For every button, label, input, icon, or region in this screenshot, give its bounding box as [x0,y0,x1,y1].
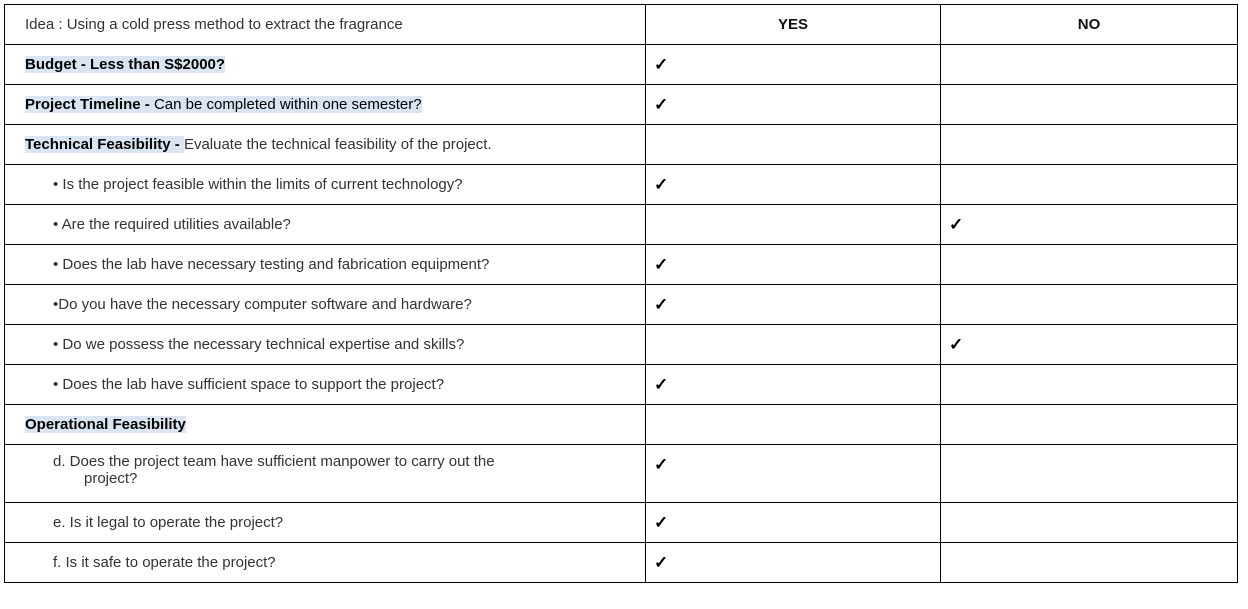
criterion-bold: Operational Feasibility [25,416,186,433]
yes-cell[interactable] [646,285,941,325]
no-cell[interactable] [941,503,1238,543]
criterion-text: d. Does the project team have sufficient manpower to carry out the [53,453,495,470]
no-cell[interactable] [941,85,1238,125]
no-cell[interactable] [941,405,1238,445]
criterion-cell[interactable] [5,445,646,503]
feasibility-table [4,4,1238,583]
criterion-text: Evaluate the technical feasibility of the project. [183,136,492,153]
criterion-text: Can be completed within one semester? [153,96,422,113]
table-row [5,365,1238,405]
no-cell[interactable] [941,325,1238,365]
checkmark-icon: ✓ [949,334,964,354]
no-cell[interactable] [941,165,1238,205]
criterion-bold: Project Timeline - [25,96,154,113]
table-row [5,85,1238,125]
table-row [5,205,1238,245]
header-row [5,5,1238,45]
checkmark-icon: ✓ [654,254,669,274]
no-cell[interactable] [941,245,1238,285]
criterion-cell[interactable]: • Is the project feasible within the limits of current technology? [5,165,646,205]
criterion-bold: Budget - Less than S$2000? [25,56,226,73]
table-row [5,125,1238,165]
no-cell[interactable] [941,543,1238,583]
yes-cell[interactable] [646,45,941,85]
criterion-cell[interactable]: • Does the lab have necessary testing and fabrication equipment? [5,245,646,285]
criterion-cell[interactable] [5,405,646,445]
criterion-cell[interactable]: •Do you have the necessary computer software and hardware? [5,285,646,325]
checkmark-icon: ✓ [654,512,669,532]
table-row [5,45,1238,85]
table-row [5,245,1238,285]
checkmark-icon: ✓ [654,455,669,474]
checkmark-icon: ✓ [654,374,669,394]
criterion-bold: Technical Feasibility - [25,136,184,153]
table-row [5,445,1238,503]
checkmark-icon: ✓ [654,294,669,314]
feasibility-table-container [4,4,1237,583]
no-cell[interactable] [941,45,1238,85]
table-row [5,165,1238,205]
criterion-cell[interactable] [5,45,646,85]
yes-header[interactable]: YES [646,5,941,45]
idea-cell[interactable]: Idea : Using a cold press method to extract the fragrance [5,5,646,45]
yes-cell[interactable] [646,405,941,445]
criterion-cell[interactable]: • Do we possess the necessary technical expertise and skills? [5,325,646,365]
criterion-cell[interactable]: • Are the required utilities available? [5,205,646,245]
table-row [5,503,1238,543]
yes-cell[interactable] [646,245,941,285]
no-cell[interactable] [941,365,1238,405]
criterion-cell[interactable] [5,85,646,125]
checkmark-icon: ✓ [654,174,669,194]
criterion-cell[interactable]: e. Is it legal to operate the project? [5,503,646,543]
table-row [5,405,1238,445]
no-cell[interactable] [941,445,1238,503]
yes-cell[interactable] [646,325,941,365]
yes-cell[interactable] [646,165,941,205]
no-cell[interactable] [941,285,1238,325]
criterion-text-continued: project? [84,470,138,487]
criterion-cell[interactable] [5,125,646,165]
table-row [5,285,1238,325]
criterion-cell[interactable]: • Does the lab have sufficient space to support the project? [5,365,646,405]
table-row [5,543,1238,583]
yes-cell[interactable] [646,543,941,583]
checkmark-icon: ✓ [654,94,669,114]
criterion-cell[interactable]: f. Is it safe to operate the project? [5,543,646,583]
checkmark-icon: ✓ [654,54,669,74]
checkmark-icon: ✓ [949,214,964,234]
yes-cell[interactable] [646,125,941,165]
yes-cell[interactable] [646,365,941,405]
no-cell[interactable] [941,125,1238,165]
yes-cell[interactable] [646,503,941,543]
no-cell[interactable] [941,205,1238,245]
yes-cell[interactable] [646,445,941,503]
no-header[interactable]: NO [941,5,1238,45]
yes-cell[interactable] [646,205,941,245]
table-row [5,325,1238,365]
yes-cell[interactable] [646,85,941,125]
checkmark-icon: ✓ [654,552,669,572]
